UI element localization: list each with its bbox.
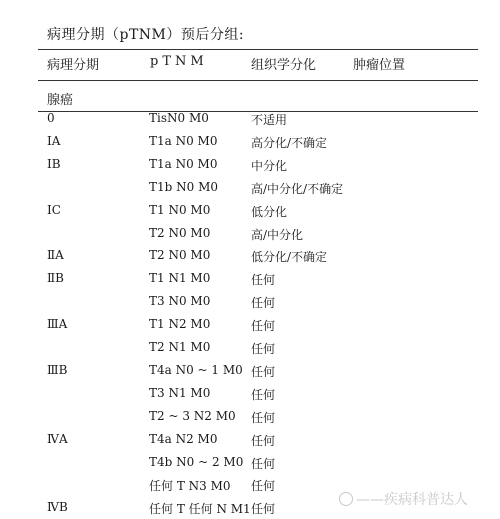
watermark — [339, 489, 468, 509]
cell-stage: ⅡB — [47, 271, 64, 286]
cell-differentiation: 任何 — [251, 273, 276, 288]
page-title: 病理分期（pTNM）预后分组: — [47, 27, 245, 43]
header-ptnm: pTNM — [150, 54, 208, 69]
cell-ptnm: T2 N1 M0 — [149, 340, 211, 354]
cell-ptnm: T1a N0 M0 — [149, 133, 218, 148]
cell-stage: ⅠC — [47, 202, 61, 217]
cell-stage: ⅡA — [47, 248, 64, 263]
cell-ptnm: 任何 T N3 M0 — [149, 479, 231, 494]
cell-stage: ⅣB — [47, 500, 68, 515]
cell-differentiation: 任何 — [251, 433, 276, 448]
cell-differentiation: 任何 — [251, 502, 276, 517]
cell-ptnm: T2 N0 M0 — [149, 225, 211, 240]
cell-ptnm: T4b N0 ~ 2 M0 — [149, 454, 244, 469]
camera-icon — [339, 492, 353, 506]
cell-differentiation: 任何 — [251, 387, 276, 402]
cell-ptnm: T3 N1 M0 — [149, 385, 211, 400]
cell-differentiation: 任何 — [251, 296, 276, 311]
cell-differentiation: 任何 — [251, 342, 276, 356]
cell-differentiation: 低分化 — [251, 204, 288, 219]
cell-stage: ⅠB — [47, 156, 61, 171]
cell-differentiation: 任何 — [251, 410, 276, 425]
cell-differentiation: 任何 — [251, 319, 276, 334]
cell-differentiation: 不适用 — [251, 113, 288, 127]
cell-stage: 0 — [47, 111, 55, 125]
cell-stage: ⅠA — [47, 133, 61, 148]
cell-ptnm: TisN0 M0 — [149, 111, 209, 125]
cell-stage: ⅣA — [47, 431, 68, 446]
cell-differentiation: 中分化 — [251, 158, 288, 173]
cell-differentiation: 高分化/不确定 — [251, 135, 328, 150]
cell-ptnm: T4a N0 ~ 1 M0 — [149, 362, 243, 377]
cell-ptnm: T2 N0 M0 — [149, 248, 211, 263]
cell-ptnm: T1a N0 M0 — [149, 156, 218, 171]
cell-ptnm: 任何 T 任何 N M1 — [149, 502, 251, 517]
header-rule — [38, 80, 478, 81]
cell-differentiation: 任何 — [251, 479, 276, 494]
cell-differentiation: 高/中分化 — [251, 227, 304, 242]
header-location: 肿瘤位置 — [353, 58, 406, 73]
header-stage: 病理分期 — [47, 58, 100, 73]
watermark-text: ——疾病科普达人 — [356, 492, 468, 508]
cell-differentiation: 高/中分化/不确定 — [251, 181, 344, 196]
cell-stage: ⅢA — [47, 317, 68, 332]
cell-stage: ⅢB — [47, 362, 68, 377]
cell-ptnm: T4a N2 M0 — [149, 431, 218, 446]
cell-differentiation: 任何 — [251, 364, 276, 379]
cell-ptnm: T1 N0 M0 — [149, 202, 211, 217]
header-differentiation: 组织学分化 — [251, 58, 317, 73]
cell-ptnm: T1 N1 M0 — [149, 271, 211, 286]
cell-differentiation: 低分化/不确定 — [251, 250, 328, 265]
cell-ptnm: T1b N0 M0 — [149, 179, 219, 194]
cell-ptnm: T1 N2 M0 — [149, 317, 211, 332]
cell-differentiation: 任何 — [251, 456, 276, 471]
cell-ptnm: T2 ~ 3 N2 M0 — [149, 408, 236, 423]
top-rule — [38, 49, 478, 50]
cell-ptnm: T3 N0 M0 — [149, 294, 211, 309]
section-label: 腺癌 — [47, 93, 74, 108]
